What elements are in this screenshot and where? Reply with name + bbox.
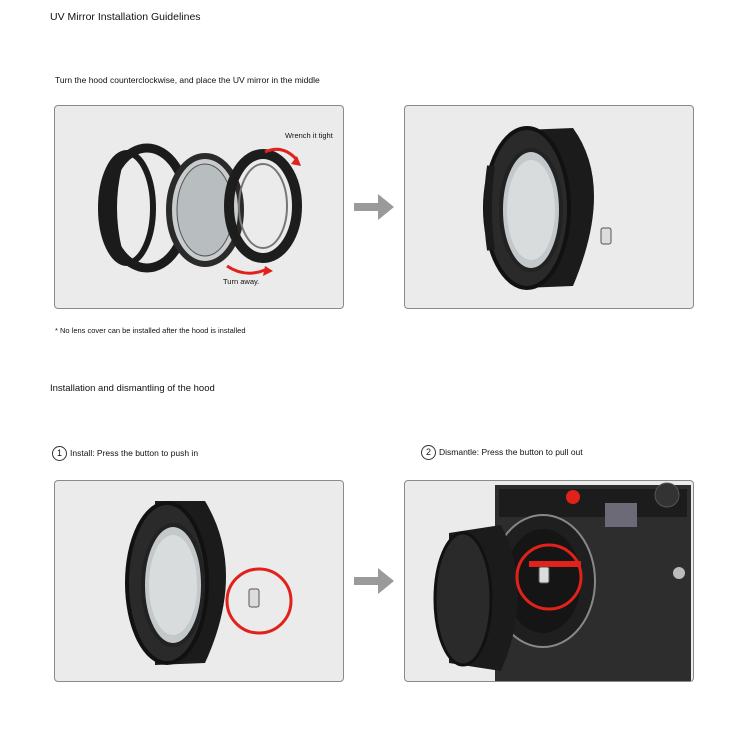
assembled-hood-illustration bbox=[405, 106, 693, 308]
wrench-label: Wrench it tight bbox=[285, 131, 333, 140]
dismantle-step-label: 2 Dismantle: Press the button to pull out bbox=[421, 445, 583, 460]
lens-cover-note: * No lens cover can be installed after the hood is installed bbox=[55, 326, 246, 335]
section-heading: Installation and dismantling of the hood bbox=[50, 383, 215, 394]
page-title: UV Mirror Installation Guidelines bbox=[50, 11, 201, 23]
install-step-label: 1 Install: Press the button to push in bbox=[52, 446, 198, 461]
step-number-badge: 2 bbox=[421, 445, 436, 460]
install-panel bbox=[54, 480, 344, 682]
dismantle-panel bbox=[404, 480, 694, 682]
assembled-hood-panel bbox=[404, 105, 694, 309]
exploded-view-panel bbox=[54, 105, 344, 309]
install-hood-illustration bbox=[55, 481, 343, 681]
turn-away-label: Turn away. bbox=[223, 277, 260, 286]
step-instruction: Turn the hood counterclockwise, and place the UV mirror in the middle bbox=[55, 75, 320, 85]
step-number-badge: 1 bbox=[52, 446, 67, 461]
camera-with-hood-illustration bbox=[405, 481, 693, 681]
right-arrow-icon bbox=[354, 194, 396, 220]
right-arrow-icon bbox=[354, 568, 396, 594]
